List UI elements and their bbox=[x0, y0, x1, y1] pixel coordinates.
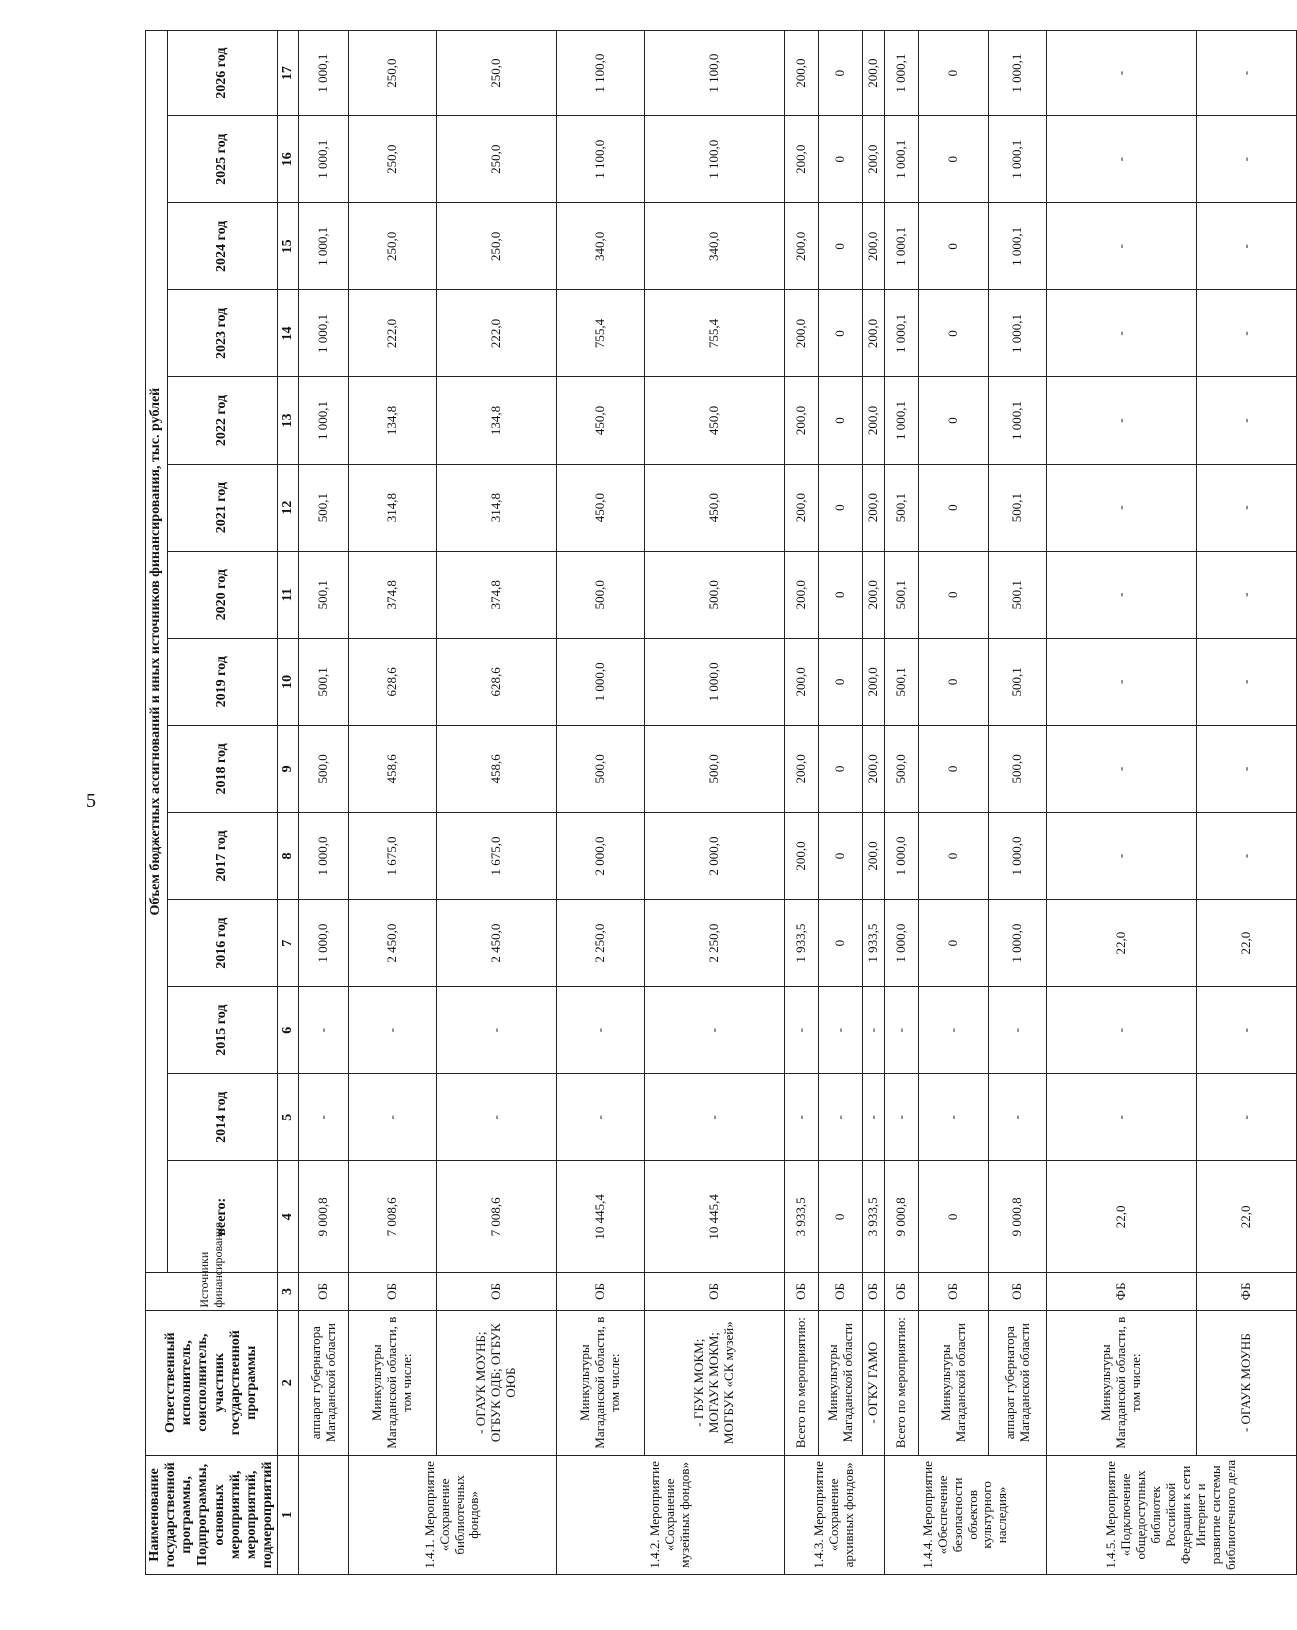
year-value: - bbox=[1047, 290, 1197, 377]
year-value: 0 bbox=[819, 290, 863, 377]
year-value: 1 100,0 bbox=[557, 116, 645, 203]
header-year: 2020 год bbox=[168, 551, 278, 638]
year-value: 200,0 bbox=[785, 638, 819, 725]
funding-source: ОБ bbox=[299, 1273, 349, 1310]
year-value: - bbox=[785, 1074, 819, 1161]
year-value: 1 000,1 bbox=[989, 203, 1047, 290]
total-value: 9 000,8 bbox=[885, 1161, 919, 1273]
year-value: 22,0 bbox=[1047, 900, 1197, 987]
year-value: 1 675,0 bbox=[349, 812, 437, 899]
year-value: 500,1 bbox=[989, 464, 1047, 551]
header-year: 2015 год bbox=[168, 987, 278, 1074]
year-value: 450,0 bbox=[557, 464, 645, 551]
column-index: 10 bbox=[278, 638, 299, 725]
table-row bbox=[863, 31, 885, 1575]
year-value: - bbox=[1197, 725, 1297, 812]
column-index: 14 bbox=[278, 290, 299, 377]
measure-name: 1.4.5. Мероприятие «Подключение общедоступных библиотек Российской Федерации к сети Интернет и развитие системы библиотечного дела bbox=[1047, 1455, 1297, 1574]
year-value: 22,0 bbox=[1197, 900, 1297, 987]
year-value: - bbox=[1197, 551, 1297, 638]
year-value: 0 bbox=[919, 464, 989, 551]
executor: - ОГАУК МОУНБ; ОГБУК ОДБ; ОГБУК ОЮБ bbox=[437, 1310, 557, 1455]
year-value: - bbox=[557, 987, 645, 1074]
executor: - ГБУК МОКМ; МОГАУК МОКМ; МОГБУК «СК музей» bbox=[645, 1310, 785, 1455]
year-value: 0 bbox=[819, 116, 863, 203]
total-value: 3 933,5 bbox=[863, 1161, 885, 1273]
column-index: 5 bbox=[278, 1074, 299, 1161]
column-index: 2 bbox=[278, 1310, 299, 1455]
year-value: 500,0 bbox=[645, 551, 785, 638]
funding-source: ОБ bbox=[919, 1273, 989, 1310]
funding-source: ОБ bbox=[885, 1273, 919, 1310]
year-value: - bbox=[1197, 203, 1297, 290]
year-value: 0 bbox=[819, 638, 863, 725]
total-value: 9 000,8 bbox=[989, 1161, 1047, 1273]
total-value: 22,0 bbox=[1047, 1161, 1197, 1273]
column-index: 4 bbox=[278, 1161, 299, 1273]
year-value: - bbox=[1197, 1074, 1297, 1161]
year-value: 250,0 bbox=[349, 31, 437, 116]
year-value: 0 bbox=[819, 31, 863, 116]
header-executor: Ответственный исполнитель, соисполнитель, участник государственной программы bbox=[146, 1310, 278, 1455]
funding-source: ОБ bbox=[819, 1273, 863, 1310]
column-index: 13 bbox=[278, 377, 299, 464]
executor: - ОГКУ ГАМО bbox=[863, 1310, 885, 1455]
column-index: 3 bbox=[278, 1273, 299, 1310]
year-value: 200,0 bbox=[863, 638, 885, 725]
year-value: - bbox=[437, 1074, 557, 1161]
year-value: 500,1 bbox=[885, 464, 919, 551]
header-year: 2018 год bbox=[168, 725, 278, 812]
column-index: 6 bbox=[278, 987, 299, 1074]
header-year: 2022 год bbox=[168, 377, 278, 464]
executor: аппарат губернатора Магаданской области bbox=[989, 1310, 1047, 1455]
executor: Минкультуры Магаданской области bbox=[919, 1310, 989, 1455]
total-value: 10 445,4 bbox=[557, 1161, 645, 1273]
measure-name: 1.4.2. Мероприятие «Сохранение музейных фондов» bbox=[557, 1455, 785, 1574]
year-value: 2 000,0 bbox=[645, 812, 785, 899]
year-value: 1 000,0 bbox=[989, 812, 1047, 899]
year-value: 1 933,5 bbox=[863, 900, 885, 987]
year-value: 458,6 bbox=[349, 725, 437, 812]
year-value: - bbox=[1197, 987, 1297, 1074]
total-value: 10 445,4 bbox=[645, 1161, 785, 1273]
year-value: - bbox=[1047, 638, 1197, 725]
year-value: 200,0 bbox=[863, 464, 885, 551]
year-value: - bbox=[1047, 1074, 1197, 1161]
header-name: Наименование государственной программы, Подпрограммы, основных мероприятий, мероприятий, подмероприятий bbox=[146, 1455, 278, 1574]
year-value: 340,0 bbox=[557, 203, 645, 290]
total-value: 22,0 bbox=[1197, 1161, 1297, 1273]
year-value: 134,8 bbox=[437, 377, 557, 464]
year-value: 1 000,1 bbox=[989, 377, 1047, 464]
year-value: 0 bbox=[919, 812, 989, 899]
header-funding-group: Объем бюджетных ассигнований и иных источников финансирования, тыс. рублей bbox=[146, 31, 168, 1273]
measure-name: 1.4.3. Мероприятие «Сохранение архивных фондов» bbox=[785, 1455, 885, 1574]
year-value: 1 000,1 bbox=[989, 31, 1047, 116]
year-value: 1 000,1 bbox=[299, 116, 349, 203]
total-value: 0 bbox=[919, 1161, 989, 1273]
column-index: 1 bbox=[278, 1455, 299, 1574]
year-value: 1 000,1 bbox=[885, 116, 919, 203]
year-value: 500,1 bbox=[989, 551, 1047, 638]
year-value: - bbox=[1047, 812, 1197, 899]
year-value: 250,0 bbox=[349, 203, 437, 290]
year-value: - bbox=[1047, 725, 1197, 812]
year-value: - bbox=[885, 987, 919, 1074]
table-row bbox=[299, 31, 349, 1575]
year-value: 222,0 bbox=[349, 290, 437, 377]
funding-source: ОБ bbox=[989, 1273, 1047, 1310]
year-value: - bbox=[1197, 31, 1297, 116]
year-value: - bbox=[1197, 464, 1297, 551]
year-value: 755,4 bbox=[557, 290, 645, 377]
executor: аппарат губернатора Магаданской области bbox=[299, 1310, 349, 1455]
year-value: 200,0 bbox=[863, 725, 885, 812]
year-value: 628,6 bbox=[437, 638, 557, 725]
year-value: 0 bbox=[819, 464, 863, 551]
year-value: 500,0 bbox=[557, 725, 645, 812]
table-row bbox=[645, 31, 785, 1575]
year-value: 1 000,1 bbox=[299, 31, 349, 116]
year-value: 1 000,1 bbox=[885, 290, 919, 377]
total-value: 7 008,6 bbox=[437, 1161, 557, 1273]
year-value: 200,0 bbox=[785, 116, 819, 203]
funding-source: ФБ bbox=[1197, 1273, 1297, 1310]
year-value: 0 bbox=[919, 638, 989, 725]
funding-source: ОБ bbox=[349, 1273, 437, 1310]
year-value: - bbox=[863, 987, 885, 1074]
year-value: - bbox=[437, 987, 557, 1074]
year-value: 200,0 bbox=[785, 203, 819, 290]
year-value: 628,6 bbox=[349, 638, 437, 725]
header-year: 2024 год bbox=[168, 203, 278, 290]
year-value: 0 bbox=[919, 900, 989, 987]
measure-name: 1.4.4. Мероприятие «Обеспечение безопасности объектов культурного наследия» bbox=[885, 1455, 1047, 1574]
year-value: 500,1 bbox=[299, 638, 349, 725]
column-index: 11 bbox=[278, 551, 299, 638]
year-value: 1 000,0 bbox=[989, 900, 1047, 987]
column-index: 16 bbox=[278, 116, 299, 203]
year-value: - bbox=[1197, 638, 1297, 725]
header-year: 2019 год bbox=[168, 638, 278, 725]
year-value: - bbox=[819, 987, 863, 1074]
year-value: 1 000,0 bbox=[299, 900, 349, 987]
year-value: - bbox=[1047, 31, 1197, 116]
year-value: - bbox=[1047, 377, 1197, 464]
year-value: 222,0 bbox=[437, 290, 557, 377]
year-value: 0 bbox=[919, 725, 989, 812]
year-value: - bbox=[1047, 987, 1197, 1074]
year-value: 1 000,1 bbox=[885, 203, 919, 290]
funding-table-sheet bbox=[145, 30, 1254, 1575]
header-year: 2021 год bbox=[168, 464, 278, 551]
year-value: 0 bbox=[819, 377, 863, 464]
year-value: 1 000,1 bbox=[885, 31, 919, 116]
year-value: - bbox=[1197, 377, 1297, 464]
year-value: 1 000,0 bbox=[645, 638, 785, 725]
year-value: - bbox=[299, 987, 349, 1074]
executor: Минкультуры Магаданской области, в том числе: bbox=[349, 1310, 437, 1455]
year-value: 500,1 bbox=[885, 551, 919, 638]
table-row bbox=[1047, 31, 1197, 1575]
year-value: 450,0 bbox=[645, 464, 785, 551]
year-value: - bbox=[919, 987, 989, 1074]
executor: Минкультуры Магаданской области, в том числе: bbox=[1047, 1310, 1197, 1455]
executor: - ОГАУК МОУНБ bbox=[1197, 1310, 1297, 1455]
funding-source: ОБ bbox=[863, 1273, 885, 1310]
funding-source: ОБ bbox=[437, 1273, 557, 1310]
year-value: 450,0 bbox=[557, 377, 645, 464]
year-value: 250,0 bbox=[437, 31, 557, 116]
executor: Всего по мероприятию: bbox=[785, 1310, 819, 1455]
year-value: 1 933,5 bbox=[785, 900, 819, 987]
funding-source: ОБ bbox=[557, 1273, 645, 1310]
year-value: - bbox=[557, 1074, 645, 1161]
year-value: 2 000,0 bbox=[557, 812, 645, 899]
column-index: 8 bbox=[278, 812, 299, 899]
year-value: - bbox=[645, 1074, 785, 1161]
header-year: 2025 год bbox=[168, 116, 278, 203]
funding-source: ОБ bbox=[645, 1273, 785, 1310]
year-value: 1 000,1 bbox=[299, 203, 349, 290]
year-value: - bbox=[1197, 116, 1297, 203]
year-value: 500,0 bbox=[645, 725, 785, 812]
table-row bbox=[885, 31, 919, 1575]
year-value: 0 bbox=[819, 900, 863, 987]
table-row bbox=[919, 31, 989, 1575]
year-value: - bbox=[1197, 290, 1297, 377]
total-value: 9 000,8 bbox=[299, 1161, 349, 1273]
year-value: 1 000,0 bbox=[885, 812, 919, 899]
year-value: - bbox=[645, 987, 785, 1074]
year-value: 314,8 bbox=[349, 464, 437, 551]
table-row bbox=[819, 31, 863, 1575]
year-value: 2 250,0 bbox=[645, 900, 785, 987]
year-value: 200,0 bbox=[863, 812, 885, 899]
funding-source: ОБ bbox=[785, 1273, 819, 1310]
year-value: 0 bbox=[919, 551, 989, 638]
year-value: 0 bbox=[819, 725, 863, 812]
header-year: 2026 год bbox=[168, 31, 278, 116]
year-value: 2 450,0 bbox=[349, 900, 437, 987]
year-value: 340,0 bbox=[645, 203, 785, 290]
year-value: - bbox=[349, 987, 437, 1074]
column-index: 17 bbox=[278, 31, 299, 116]
year-value: 1 000,1 bbox=[989, 116, 1047, 203]
year-value: 200,0 bbox=[785, 464, 819, 551]
year-value: 0 bbox=[919, 290, 989, 377]
year-value: 1 000,0 bbox=[557, 638, 645, 725]
year-value: 1 000,1 bbox=[299, 290, 349, 377]
year-value: 1 000,1 bbox=[989, 290, 1047, 377]
year-value: 250,0 bbox=[437, 116, 557, 203]
year-value: 500,0 bbox=[557, 551, 645, 638]
column-index: 7 bbox=[278, 900, 299, 987]
year-value: 458,6 bbox=[437, 725, 557, 812]
year-value: 250,0 bbox=[437, 203, 557, 290]
year-value: 314,8 bbox=[437, 464, 557, 551]
year-value: - bbox=[1047, 551, 1197, 638]
year-value: 1 000,0 bbox=[885, 900, 919, 987]
year-value: - bbox=[1047, 464, 1197, 551]
measure-name bbox=[299, 1455, 349, 1574]
year-value: 1 675,0 bbox=[437, 812, 557, 899]
year-value: 0 bbox=[919, 203, 989, 290]
year-value: 500,1 bbox=[885, 638, 919, 725]
funding-source: ФБ bbox=[1047, 1273, 1197, 1310]
table-row bbox=[437, 31, 557, 1575]
year-value: - bbox=[299, 1074, 349, 1161]
year-value: 755,4 bbox=[645, 290, 785, 377]
year-value: 2 250,0 bbox=[557, 900, 645, 987]
column-index: 9 bbox=[278, 725, 299, 812]
table-row bbox=[557, 31, 645, 1575]
measure-name: 1.4.1. Мероприятие «Сохранение библиотечных фондов» bbox=[349, 1455, 557, 1574]
year-value: 200,0 bbox=[785, 377, 819, 464]
column-index: 15 bbox=[278, 203, 299, 290]
year-value: 200,0 bbox=[785, 551, 819, 638]
year-value: - bbox=[989, 987, 1047, 1074]
year-value: - bbox=[989, 1074, 1047, 1161]
year-value: 200,0 bbox=[785, 725, 819, 812]
header-total: всего: bbox=[168, 1161, 278, 1273]
year-value: - bbox=[1047, 203, 1197, 290]
year-value: 500,1 bbox=[299, 551, 349, 638]
year-value: 374,8 bbox=[437, 551, 557, 638]
header-year: 2017 год bbox=[168, 812, 278, 899]
year-value: - bbox=[863, 1074, 885, 1161]
year-value: 1 100,0 bbox=[645, 31, 785, 116]
year-value: 250,0 bbox=[349, 116, 437, 203]
executor: Всего по мероприятию: bbox=[885, 1310, 919, 1455]
year-value: 200,0 bbox=[863, 290, 885, 377]
year-value: 500,0 bbox=[885, 725, 919, 812]
header-source: Источники финансирования bbox=[146, 1273, 278, 1310]
year-value: - bbox=[349, 1074, 437, 1161]
total-value: 3 933,5 bbox=[785, 1161, 819, 1273]
year-value: - bbox=[785, 987, 819, 1074]
year-value: 1 100,0 bbox=[557, 31, 645, 116]
year-value: 1 000,1 bbox=[885, 377, 919, 464]
year-value: - bbox=[1197, 812, 1297, 899]
header-year: 2016 год bbox=[168, 900, 278, 987]
year-value: 1 100,0 bbox=[645, 116, 785, 203]
page-number: 5 bbox=[86, 790, 96, 812]
table-row bbox=[785, 31, 819, 1575]
total-value: 0 bbox=[819, 1161, 863, 1273]
year-value: 1 000,0 bbox=[299, 812, 349, 899]
year-value: 500,0 bbox=[299, 725, 349, 812]
year-value: 2 450,0 bbox=[437, 900, 557, 987]
year-value: - bbox=[885, 1074, 919, 1161]
funding-table bbox=[145, 30, 1297, 1575]
year-value: 0 bbox=[919, 116, 989, 203]
year-value: - bbox=[1047, 116, 1197, 203]
year-value: 200,0 bbox=[863, 377, 885, 464]
year-value: 500,0 bbox=[989, 725, 1047, 812]
table-row bbox=[989, 31, 1047, 1575]
year-value: 450,0 bbox=[645, 377, 785, 464]
year-value: 200,0 bbox=[785, 31, 819, 116]
year-value: 200,0 bbox=[863, 203, 885, 290]
year-value: 500,1 bbox=[989, 638, 1047, 725]
year-value: 0 bbox=[819, 551, 863, 638]
header-year: 2023 год bbox=[168, 290, 278, 377]
year-value: 500,1 bbox=[299, 464, 349, 551]
year-value: 200,0 bbox=[863, 116, 885, 203]
year-value: 1 000,1 bbox=[299, 377, 349, 464]
total-value: 7 008,6 bbox=[349, 1161, 437, 1273]
year-value: 200,0 bbox=[785, 812, 819, 899]
year-value: 134,8 bbox=[349, 377, 437, 464]
year-value: 0 bbox=[919, 377, 989, 464]
year-value: - bbox=[919, 1074, 989, 1161]
year-value: 374,8 bbox=[349, 551, 437, 638]
table-row bbox=[349, 31, 437, 1575]
year-value: 200,0 bbox=[785, 290, 819, 377]
year-value: 200,0 bbox=[863, 31, 885, 116]
executor: Минкультуры Магаданской области bbox=[819, 1310, 863, 1455]
year-value: 0 bbox=[819, 812, 863, 899]
header-year: 2014 год bbox=[168, 1074, 278, 1161]
year-value: - bbox=[819, 1074, 863, 1161]
year-value: 0 bbox=[819, 203, 863, 290]
executor: Минкультуры Магаданской области, в том числе: bbox=[557, 1310, 645, 1455]
table-row bbox=[1197, 31, 1297, 1575]
year-value: 200,0 bbox=[863, 551, 885, 638]
column-index: 12 bbox=[278, 464, 299, 551]
year-value: 0 bbox=[919, 31, 989, 116]
